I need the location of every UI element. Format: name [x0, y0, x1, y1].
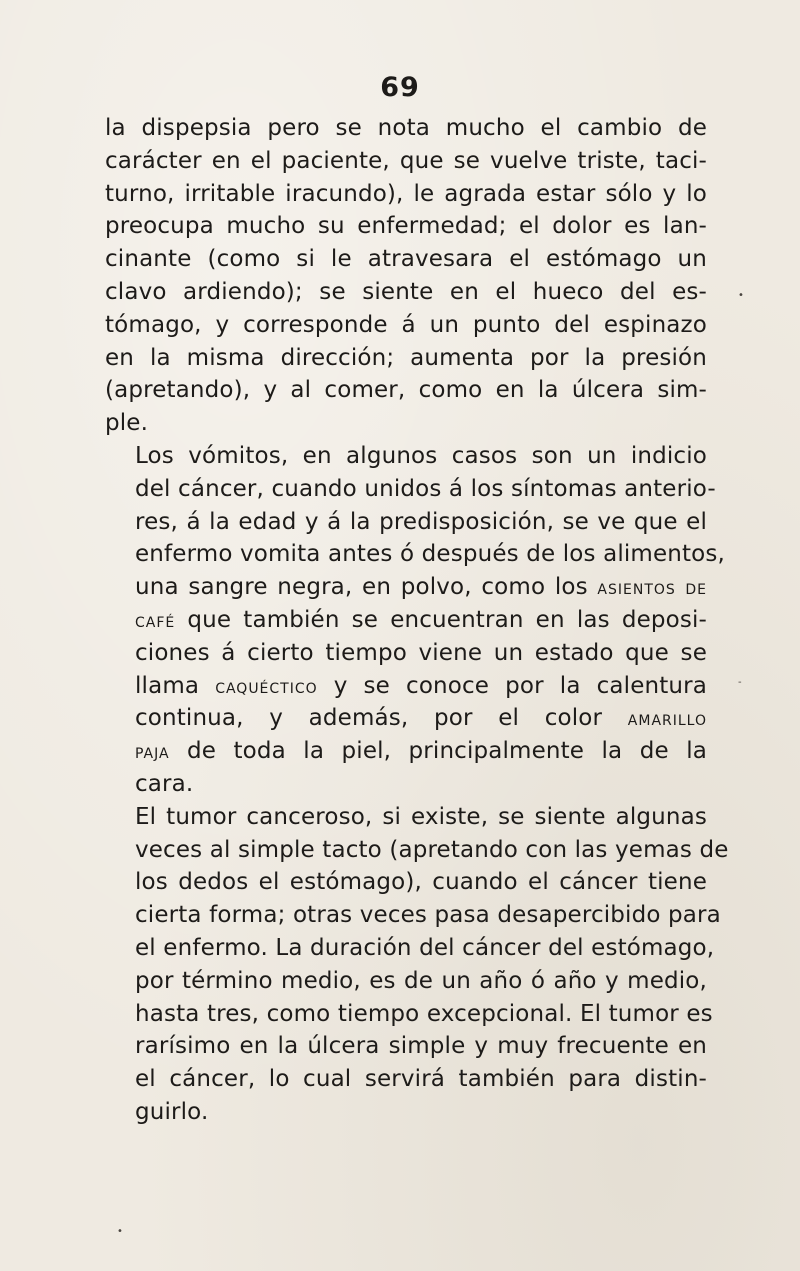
text-run: (apretando), y al comer, como en la úlcera sim- — [105, 377, 707, 404]
text-run: por término medio, es de un año ó año y medio, — [135, 967, 707, 994]
text-line — [105, 932, 715, 965]
text-line — [105, 604, 707, 637]
text-run: continua, y además, por el color — [135, 705, 628, 732]
text-line — [105, 506, 707, 539]
small-caps-term: paja — [135, 739, 170, 764]
text-run: cinante (como si le atravesara el estómago un — [105, 246, 707, 273]
paragraph-vomiting — [105, 440, 725, 801]
text-line — [105, 801, 707, 834]
text-run: los dedos el estómago), cuando el cáncer tiene — [135, 869, 707, 896]
text-line — [105, 670, 707, 703]
text-run: el enfermo. La duración del cáncer del estómago, — [135, 934, 715, 961]
text-line — [105, 834, 729, 867]
text-line — [105, 309, 707, 342]
small-caps-term: amarillo — [627, 706, 707, 731]
text-run: res, á la edad y á la predisposición, se ve que el — [135, 508, 707, 535]
text-run: turno, irritable iracundo), le agrada estar sólo y lo — [105, 180, 707, 207]
text-line — [105, 702, 707, 735]
print-speck: - — [738, 677, 742, 688]
text-run: cara. — [135, 770, 194, 797]
text-line — [105, 538, 725, 571]
text-line — [105, 866, 707, 899]
text-run: del cáncer, cuando unidos á los síntomas anterio- — [135, 475, 716, 502]
text-run: rarísimo en la úlcera simple y muy frecuente en — [135, 1033, 707, 1060]
text-line — [105, 768, 707, 801]
text-line — [105, 342, 707, 375]
text-line — [105, 735, 707, 768]
text-run: que también se encuentran en las deposi- — [175, 606, 707, 633]
text-run: la dispepsia pero se nota mucho el cambio de — [105, 115, 707, 141]
text-line — [105, 145, 707, 178]
text-run: tómago, y corresponde á un punto del espinazo — [105, 311, 707, 338]
text-run: en la misma dirección; aumenta por la presión — [105, 344, 707, 371]
paragraph-dyspepsia-pain — [105, 112, 707, 440]
text-line — [105, 899, 721, 932]
text-run: ple. — [105, 410, 149, 437]
text-run: el cáncer, lo cual servirá también para distin- — [135, 1066, 707, 1093]
text-run: llama — [135, 672, 216, 699]
page-number: 69 — [380, 72, 420, 103]
print-speck: • — [117, 1226, 123, 1237]
text-run: carácter en el paciente, que se vuelve triste, taci- — [105, 147, 707, 174]
text-run: Los vómitos, en algunos casos son un indicio — [135, 442, 707, 469]
text-line — [105, 276, 707, 309]
small-caps-term: café — [135, 607, 176, 632]
text-line — [105, 1030, 707, 1063]
small-caps-term: asientos de — [597, 575, 707, 600]
text-run: ciones á cierto tiempo viene un estado que se — [135, 639, 707, 666]
text-run: cierta forma; otras veces pasa desapercibido para — [135, 902, 721, 929]
text-run: El tumor canceroso, si existe, se siente algunas — [135, 803, 707, 830]
print-speck: • — [738, 290, 744, 301]
text-run: preocupa mucho su enfermedad; el dolor es lan- — [105, 213, 707, 240]
text-line — [105, 965, 707, 998]
text-line — [105, 1063, 707, 1096]
text-line — [105, 178, 707, 211]
text-run: una sangre negra, en polvo, como los — [135, 574, 598, 601]
text-run: de toda la piel, principalmente la de la — [169, 738, 707, 765]
text-run: enfermo vomita antes ó después de los alimentos, — [135, 541, 725, 568]
text-line — [105, 440, 707, 473]
text-line — [105, 1096, 707, 1129]
text-line — [105, 571, 707, 604]
text-line — [105, 473, 716, 506]
text-line — [105, 998, 713, 1031]
text-run: hasta tres, como tiempo excepcional. El tumor es — [135, 1000, 713, 1027]
text-run: y se conoce por la calentura — [317, 672, 707, 699]
text-line — [105, 407, 707, 440]
text-line — [105, 210, 707, 243]
text-line — [105, 112, 707, 145]
paragraph-tumor — [105, 801, 729, 1129]
body-text — [105, 112, 729, 1129]
text-run: guirlo. — [135, 1098, 209, 1125]
text-run: clavo ardiendo); se siente en el hueco del es- — [105, 278, 707, 305]
text-line — [105, 374, 707, 407]
small-caps-term: caquéctico — [215, 673, 318, 698]
text-line — [105, 637, 707, 670]
text-line — [105, 243, 707, 276]
text-run: veces al simple tacto (apretando con las yemas de — [135, 836, 729, 863]
